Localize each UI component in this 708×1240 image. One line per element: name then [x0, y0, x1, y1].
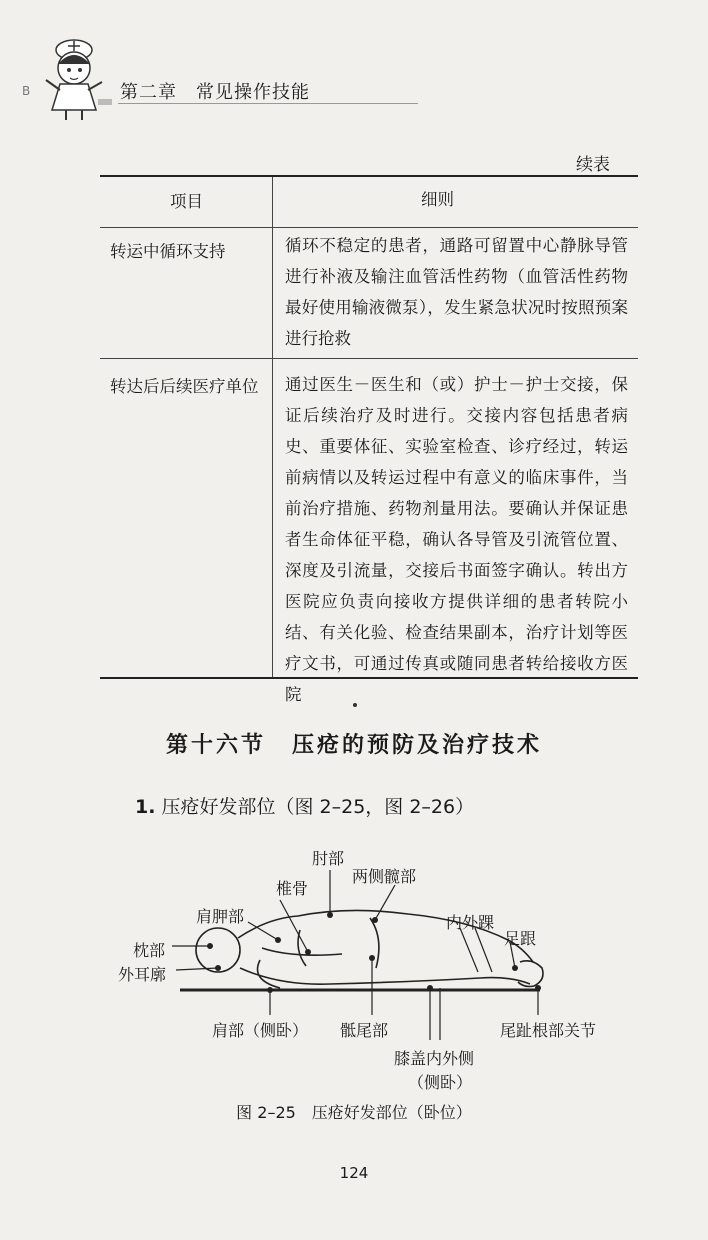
label-shoulder: 肩部（侧卧）	[212, 1021, 309, 1040]
label-knee: 膝盖内外侧	[394, 1049, 475, 1068]
label-heel: 足跟	[504, 929, 537, 948]
header-rule	[118, 103, 418, 104]
section-heading	[0, 728, 708, 759]
table-row	[100, 358, 638, 704]
label-scapula: 肩胛部	[196, 907, 245, 926]
label-knee-sub: （侧卧）	[408, 1073, 473, 1092]
row-detail-cell: 循环不稳定的患者，通路可留置中心静脉导管进行补液及输注血管活性药物（血管活性药物最好使用输液微泵），发生紧急状况时按照预案进行抢救	[272, 228, 638, 358]
label-auricle: 外耳廓	[118, 965, 167, 984]
column-header-detail: 细则	[272, 177, 638, 227]
label-malleolus: 内外踝	[446, 913, 495, 932]
label-ilium: 两侧髋部	[352, 867, 417, 886]
separator-dot	[353, 703, 357, 707]
label-sacrum: 骶尾部	[340, 1021, 389, 1040]
label-vertebra: 椎骨	[276, 879, 309, 898]
row-item-cell: 转运中循环支持	[110, 242, 226, 261]
section-title: 压疮的预防及治疗技术	[292, 732, 543, 758]
column-header-item: 项目	[170, 192, 203, 211]
page-edge-mark: B	[22, 84, 31, 98]
care-table	[100, 175, 638, 704]
figure-caption: 图 2–25 压疮好发部位（卧位）	[236, 1103, 472, 1122]
nurse-mascot-icon	[38, 28, 116, 124]
label-elbow: 肘部	[312, 849, 345, 868]
section-number: 第十六节	[165, 732, 266, 758]
subsection-heading	[135, 792, 474, 819]
label-occiput: 枕部	[133, 941, 166, 960]
table-header-row	[100, 177, 638, 227]
leader-lines	[172, 870, 538, 1040]
table-row	[100, 227, 638, 358]
label-toe: 尾趾根部关节	[500, 1021, 597, 1040]
continued-label: 续表	[576, 155, 610, 175]
subsection-title: 压疮好发部位（图 2–25，图 2–26）	[161, 796, 475, 818]
page-number: 124	[339, 1164, 369, 1182]
row-detail-cell: 通过医生－医生和（或）护士－护士交接，保证后续治疗及时进行。交接内容包括患者病史、重要体征、实验室检查、诊疗经过，转运前病情以及转运过程中有意义的临床事件，当前治疗措施、药物剂量用法。要确认并保证患者生命体征平稳，确认各导管及引流管位置、深度及引流量，交接后书面签字确认。转出方医院应负责向接收方提供详细的患者转院小结、有关化验、检查结果副本，治疗计划等医疗文书，可通过传真或随同患者转给接收方医院	[272, 359, 638, 677]
row-item-cell: 转达后后续医疗单位	[110, 377, 259, 396]
subsection-number: 1.	[135, 796, 156, 818]
chapter-title: 第二章 常见操作技能	[120, 82, 310, 103]
